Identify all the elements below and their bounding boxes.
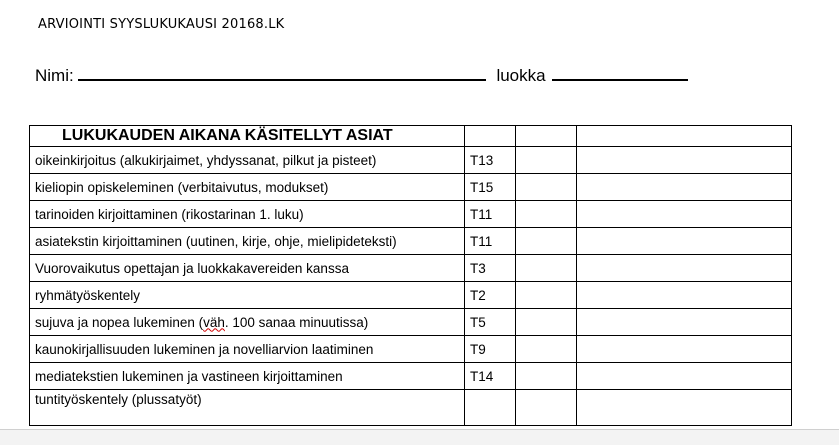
- topic-text-post: . 100 sanaa minuutissa): [224, 314, 369, 330]
- notes-cell: [577, 201, 792, 228]
- notes-cell: [577, 309, 792, 336]
- table-row: [30, 363, 792, 390]
- topic-cell: tarinoiden kirjoittaminen (rikostarinan 1. luku): [30, 201, 465, 228]
- header-cell-code: [465, 126, 516, 147]
- table-row: [30, 255, 792, 282]
- topic-cell: oikeinkirjoitus (alkukirjaimet, yhdyssanat, pilkut ja pisteet): [30, 147, 465, 174]
- table-row: [30, 147, 792, 174]
- notes-cell: [577, 390, 792, 426]
- table-row: [30, 174, 792, 201]
- table-row: [30, 228, 792, 255]
- grade-cell: [516, 363, 577, 390]
- notes-cell: [577, 147, 792, 174]
- notes-cell: [577, 363, 792, 390]
- class-blank-line: [552, 64, 688, 81]
- class-label: luokka: [496, 66, 546, 85]
- spellcheck-marked-word: väh: [203, 314, 225, 330]
- topic-cell: asiatekstin kirjoittaminen (uutinen, kirje, ohje, mielipideteksti): [30, 228, 465, 255]
- notes-cell: [577, 255, 792, 282]
- grade-cell: [516, 228, 577, 255]
- grade-cell: [516, 282, 577, 309]
- code-cell: T15: [465, 174, 516, 201]
- grade-cell: [516, 309, 577, 336]
- topic-cell: Vuorovaikutus opettajan ja luokkakavereiden kanssa: [30, 255, 465, 282]
- topic-text-pre: sujuva ja nopea lukeminen (: [35, 314, 204, 330]
- table-row: [30, 390, 792, 426]
- code-cell: T13: [465, 147, 516, 174]
- table-row: [30, 336, 792, 363]
- grade-cell: [516, 174, 577, 201]
- notes-cell: [577, 336, 792, 363]
- topic-cell: kaunokirjallisuuden lukeminen ja novelliarvion laatiminen: [30, 336, 465, 363]
- table-header-row: [30, 126, 792, 147]
- grade-cell: [516, 336, 577, 363]
- topic-cell: ryhmätyöskentely: [30, 282, 465, 309]
- notes-cell: [577, 282, 792, 309]
- topic-cell: kieliopin opiskeleminen (verbitaivutus, modukset): [30, 174, 465, 201]
- topic-cell: tuntityöskentely (plussatyöt): [30, 390, 465, 426]
- assessment-table: [29, 125, 792, 426]
- header-cell-grade: [516, 126, 577, 147]
- name-line: [35, 64, 688, 86]
- document-header: ARVIOINTI SYYSLUKUKAUSI 20168.LK: [38, 17, 285, 32]
- code-cell: T11: [465, 201, 516, 228]
- code-cell: T11: [465, 228, 516, 255]
- grade-cell: [516, 147, 577, 174]
- notes-cell: [577, 228, 792, 255]
- code-cell: T9: [465, 336, 516, 363]
- code-cell: T5: [465, 309, 516, 336]
- table-title: LUKUKAUDEN AIKANA KÄSITELLYT ASIAT: [30, 126, 465, 147]
- code-cell: T3: [465, 255, 516, 282]
- page-bottom-edge: [0, 429, 839, 445]
- grade-cell: [516, 390, 577, 426]
- code-cell: T14: [465, 363, 516, 390]
- notes-cell: [577, 174, 792, 201]
- topic-cell: [30, 309, 465, 336]
- grade-cell: [516, 255, 577, 282]
- topic-cell: mediatekstien lukeminen ja vastineen kirjoittaminen: [30, 363, 465, 390]
- code-cell: T2: [465, 282, 516, 309]
- name-blank-line: [78, 64, 486, 81]
- header-cell-notes: [577, 126, 792, 147]
- grade-cell: [516, 201, 577, 228]
- table-row: [30, 282, 792, 309]
- name-label: Nimi:: [35, 66, 74, 85]
- code-cell: [465, 390, 516, 426]
- table-row: [30, 309, 792, 336]
- table-row: [30, 201, 792, 228]
